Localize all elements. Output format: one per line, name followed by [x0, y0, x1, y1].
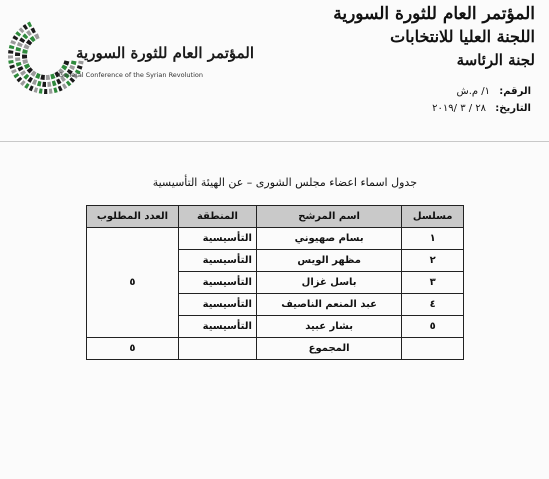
- required-count: ٥: [87, 228, 179, 338]
- header-name: اسم المرشح: [256, 206, 401, 228]
- table-header-row: [87, 206, 464, 228]
- logo-arabic-name: المؤتمر العام للثورة السورية: [76, 44, 255, 62]
- logo-segment: [19, 27, 25, 33]
- logo-segment: [56, 79, 61, 85]
- logo-segment: [34, 33, 40, 39]
- logo-segment: [8, 60, 13, 64]
- logo-english-name: General Conference of the Syrian Revolution: [58, 71, 203, 79]
- row-serial: ٥: [402, 316, 464, 338]
- logo-segment: [11, 69, 17, 74]
- row-serial: ٣: [402, 272, 464, 294]
- row-serial: ٢: [402, 250, 464, 272]
- logo-segment: [17, 42, 23, 47]
- logo-segment: [40, 74, 45, 79]
- row-serial: ٤: [402, 294, 464, 316]
- row-name: مظهر الويس: [256, 250, 401, 272]
- logo-segment: [23, 74, 29, 80]
- logo-segment: [15, 31, 21, 37]
- total-label: المجموع: [256, 338, 401, 360]
- logo-segment: [23, 24, 28, 30]
- total-serial-empty: [402, 338, 464, 360]
- logo-segment: [22, 49, 28, 54]
- candidates-table: [86, 205, 464, 360]
- logo-segment: [8, 55, 13, 58]
- logo-segment: [35, 73, 40, 79]
- date-label: التاريخ:: [495, 103, 531, 114]
- row-region: التأسيسية: [178, 294, 256, 316]
- header-serial: مسلسل: [402, 206, 464, 228]
- total-region-empty: [178, 338, 256, 360]
- logo-segment: [15, 52, 20, 56]
- logo-segment: [23, 44, 29, 50]
- logo-segment: [62, 83, 67, 89]
- logo-segment: [50, 73, 55, 79]
- logo-segment: [22, 59, 28, 64]
- row-serial: ١: [402, 228, 464, 250]
- organization-logo: [6, 16, 255, 96]
- row-name: بسام صهيوني: [256, 228, 401, 250]
- logo-segment: [58, 86, 63, 92]
- table-total-row: [87, 338, 464, 360]
- logo-segment: [47, 82, 51, 87]
- logo-segment: [16, 62, 22, 67]
- header-region: المنطقة: [178, 206, 256, 228]
- logo-segment: [9, 65, 15, 69]
- org-line-1: المؤتمر العام للثورة السورية: [333, 4, 535, 24]
- logo-segment: [69, 65, 75, 70]
- logo-segment: [24, 83, 29, 89]
- table-caption: جدول اسماء اعضاء مجلس الشورى – عن الهيئة التأسيسية: [152, 176, 417, 189]
- logo-segment: [13, 73, 19, 78]
- logo-segment: [46, 75, 50, 80]
- logo-segment: [15, 57, 20, 61]
- row-name: عبد المنعم الناصيف: [256, 294, 401, 316]
- logo-segment: [63, 60, 69, 65]
- logo-segment: [34, 87, 38, 93]
- reference-label: الرقم:: [499, 86, 531, 97]
- logo-segment: [22, 54, 27, 58]
- logo-segment: [12, 35, 18, 40]
- reference-line: [457, 86, 531, 97]
- logo-segment: [16, 77, 22, 83]
- logo-segment: [9, 45, 15, 49]
- header-divider: [0, 141, 549, 142]
- logo-segment: [52, 80, 57, 86]
- table-row: [87, 228, 464, 250]
- logo-segment: [49, 88, 53, 93]
- org-line-3: لجنة الرئاسة: [456, 51, 535, 69]
- reference-value: ١/ م.ش: [456, 86, 491, 97]
- row-name: بشار عبيد: [256, 316, 401, 338]
- logo-segment: [20, 80, 26, 86]
- logo-segment: [8, 50, 13, 54]
- logo-segment: [27, 22, 32, 28]
- logo-segment: [39, 88, 43, 93]
- logo-segment: [26, 30, 32, 36]
- row-region: التأسيسية: [178, 316, 256, 338]
- row-region: التأسيسية: [178, 228, 256, 250]
- logo-segment: [15, 47, 21, 52]
- logo-segment: [19, 37, 25, 43]
- org-line-2: اللجنة العليا للانتخابات: [390, 27, 535, 46]
- logo-segment: [66, 81, 72, 87]
- row-region: التأسيسية: [178, 250, 256, 272]
- logo-emblem-icon: [6, 16, 86, 96]
- logo-segment: [17, 66, 23, 71]
- logo-segment: [42, 82, 46, 87]
- logo-segment: [77, 65, 83, 70]
- logo-segment: [32, 79, 37, 85]
- date-value: ٢٨ / ٣ /٢٠١٩: [432, 103, 487, 114]
- logo-segment: [37, 81, 42, 87]
- total-value: ٥: [87, 338, 179, 360]
- logo-segment: [20, 70, 26, 76]
- logo-segment: [31, 27, 36, 33]
- logo-segment: [29, 85, 34, 91]
- logo-segment: [10, 40, 16, 45]
- date-line: [432, 103, 531, 114]
- header-required: العدد المطلوب: [87, 206, 179, 228]
- logo-segment: [24, 63, 30, 69]
- row-region: التأسيسية: [178, 272, 256, 294]
- logo-segment: [27, 77, 33, 83]
- row-name: باسل غزال: [256, 272, 401, 294]
- logo-segment: [22, 33, 28, 39]
- logo-segment: [53, 87, 57, 93]
- logo-segment: [44, 89, 47, 94]
